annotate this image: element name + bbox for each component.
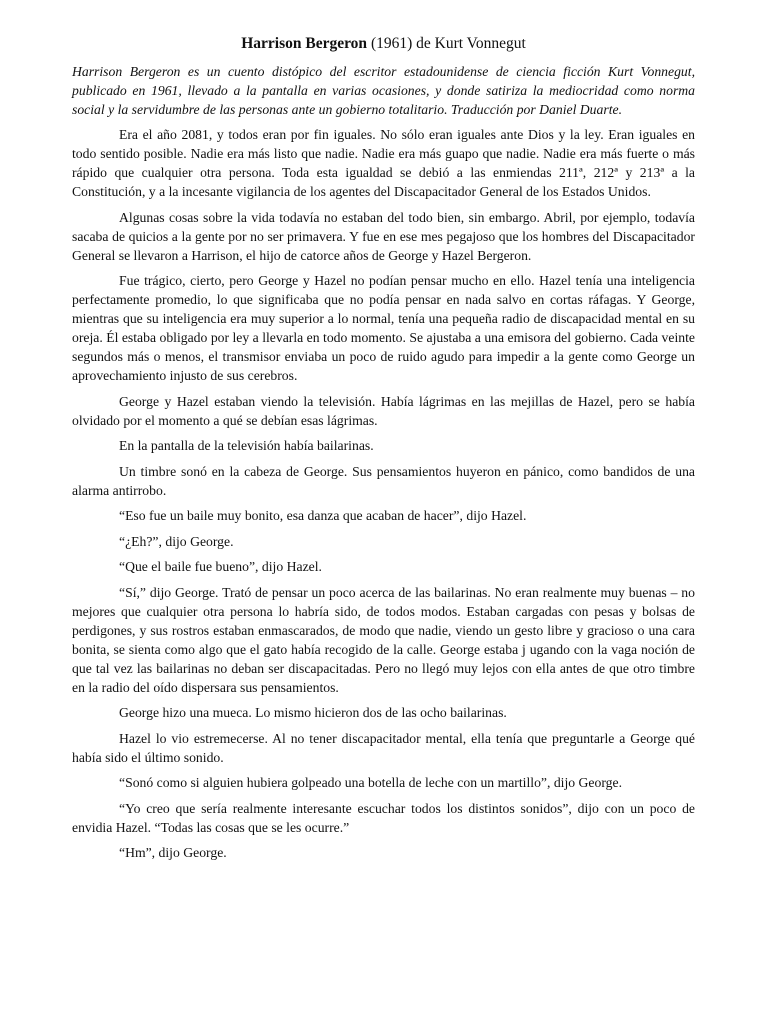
paragraph: “Sí,” dijo George. Trató de pensar un poco acerca de las bailarinas. No eran realmente muy buenas – no mejores que cualquier otra persona lo habría sido, de todos modos. Estaban cargadas con pesas y bolsas de perdigones, y sus rostros estaban enmascarados, de modo que nadie, viendo un gesto libre y gracioso o una cara bonita, se sienta como algo que el gato había recogido de la calle. George estaba j ugando con la vaga noción de que tal vez las bailarinas no deban ser discapacitadas. Pero no llegó muy lejos con ella antes de que otro timbre en la radio del oído dispersara sus pensamientos. xyxy=(72,584,695,695)
paragraph: Fue trágico, cierto, pero George y Hazel no podían pensar mucho en ello. Hazel tenía una inteligencia perfectamente promedio, lo que significaba que no podía pensar en nada salvo en cortas ráfagas. Y George, mientras que su inteligencia era muy superior a lo normal, tenía una pequeña radio de discapacidad mental en su oreja. Él estaba obligado por ley a llevarla en todo momento. Se ajustaba a una emisora del gobierno. Cada veinte segundos más o menos, el transmisor enviaba un poco de ruido agudo para impedir a la gente como George un aprovechamiento injusto de sus cerebros. xyxy=(72,273,695,383)
paragraph: En la pantalla de la televisión había bailarinas. xyxy=(119,438,374,453)
paragraph: Hazel lo vio estremecerse. Al no tener discapacitador mental, ella tenía que preguntarle a George qué había sido el último sonido. xyxy=(72,730,695,765)
dialogue-paragraph: “Eso fue un baile muy bonito, esa danza que acaban de hacer”, dijo Hazel. xyxy=(119,508,527,523)
document-page xyxy=(72,34,695,869)
dialogue-paragraph: “Yo creo que sería realmente interesante escuchar todos los distintos sonidos”, dijo con un poco de envidia Hazel. “Todas las cosas que se les ocurre.” xyxy=(72,800,695,835)
paragraph: Algunas cosas sobre la vida todavía no estaban del todo bien, sin embargo. Abril, por ejemplo, todavía sacaba de quicios a la gente por no ser primavera. Y fue en ese mes pegajoso que los hombres del Discapacitador General se llevaron a Harrison, el hijo de catorce años de George y Hazel Bergeron. xyxy=(72,209,695,263)
dialogue-paragraph: “Sonó como si alguien hubiera golpeado una botella de leche con un martillo”, dijo George. xyxy=(119,775,622,790)
title-year-author: (1961) de Kurt Vonnegut xyxy=(367,35,526,52)
dialogue-paragraph: “Hm”, dijo George. xyxy=(119,845,227,860)
document-title xyxy=(72,34,695,54)
dialogue-paragraph: “Que el baile fue bueno”, dijo Hazel. xyxy=(119,559,322,574)
paragraph: George y Hazel estaban viendo la televisión. Había lágrimas en las mejillas de Hazel, pero se había olvidado por el momento a qué se debían esas lágrimas. xyxy=(72,393,695,428)
intro-paragraph: Harrison Bergeron es un cuento distópico del escritor estadounidense de ciencia ficción Kurt Vonnegut, publicado en 1961, llevado a la pantalla en varias ocasiones, y donde satiriza la mediocridad como norma social y la servidumbre de las personas ante un gobierno totalitario. Traducción por Daniel Duarte. xyxy=(72,64,695,117)
dialogue-paragraph: “¿Eh?”, dijo George. xyxy=(119,533,234,549)
paragraph: George hizo una mueca. Lo mismo hicieron dos de las ocho bailarinas. xyxy=(119,705,507,720)
title-story-name: Harrison Bergeron xyxy=(241,35,368,52)
paragraph: Era el año 2081, y todos eran por fin iguales. No sólo eran iguales ante Dios y la ley. Eran iguales en todo sentido posible. Nadie era más listo que nadie. Nadie era más guapo que nadie. Nadie era más fuerte o más rápido que cualquier otra persona. Toda esta igualdad se debió a las enmiendas 211ª, 212ª y 213ª a la Constitución, y a la incesante vigilancia de los agentes del Discapacitador General de los Estados Unidos. xyxy=(72,127,695,199)
paragraph: Un timbre sonó en la cabeza de George. Sus pensamientos huyeron en pánico, como bandidos de una alarma antirrobo. xyxy=(72,463,695,498)
